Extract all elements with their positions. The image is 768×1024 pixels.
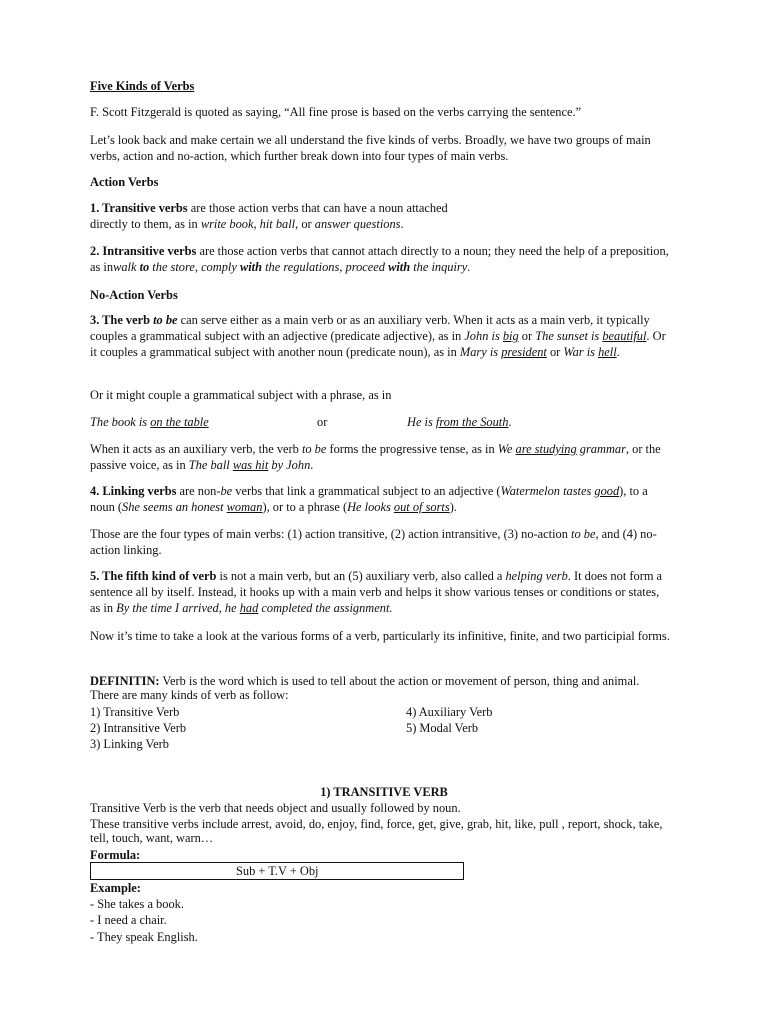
example-underlined: from the South — [435, 415, 509, 429]
example-underlined: big — [502, 329, 519, 343]
example: hit ball — [259, 217, 296, 231]
text: . — [616, 345, 620, 359]
transitive-paragraph — [90, 200, 670, 232]
text: . — [467, 260, 471, 274]
transitive-definition: Transitive Verb is the verb that needs object and usually followed by noun. — [90, 801, 461, 815]
to-be-label: 3. The verb — [90, 313, 154, 327]
fitzgerald-quote: F. Scott Fitzgerald is quoted as saying, “All fine prose is based on the verbs carrying the sentence.” — [90, 105, 582, 119]
definition-paragraph — [90, 674, 670, 702]
example-underlined: woman — [226, 500, 263, 514]
text: ), to a noun ( — [90, 484, 648, 514]
example: comply — [201, 260, 240, 274]
text: are those action verbs that cannot attach directly to a noun; they need the help of a preposition, as in — [90, 244, 669, 274]
formula-text: Sub + T.V + Obj — [236, 864, 319, 878]
text: is not a main verb, but an (5) auxiliary verb, also called a — [216, 569, 506, 583]
example-underlined: on the table — [150, 415, 209, 429]
example: by John — [268, 458, 311, 472]
transitive-verb-list: These transitive verbs include arrest, avoid, do, enjoy, find, force, get, give, grab, hit, like, pull , report, shock, take, tell, touch, want, warn… — [90, 817, 663, 845]
document-title: Five Kinds of Verbs — [90, 79, 195, 93]
example-1: - She takes a book. — [90, 897, 184, 911]
text: , or the passive voice, as in — [90, 442, 661, 472]
text: or — [518, 329, 536, 343]
example-underlined: out of sorts — [393, 500, 450, 514]
kinds-item-5: 5) Modal Verb — [406, 721, 479, 735]
text: , or — [295, 217, 315, 231]
intro-paragraph: Let’s look back and make certain we all understand the five kinds of verbs. Broadly, we have two groups of main verbs, action and no-action, which further break down into four types of main verbs. — [90, 133, 651, 163]
text: . — [508, 415, 512, 429]
text: . It does not form a sentence all by itself. Instead, it hooks up with a main verb and helps it show various tenses or conditions or states, as in — [90, 569, 663, 615]
example-underlined: are studying — [515, 442, 577, 456]
four-types-paragraph — [90, 526, 670, 558]
text: . Or it couples a grammatical subject with another noun (predicate noun), as in — [90, 329, 666, 359]
to-be-label-verb: to be — [153, 313, 178, 327]
example: proceed — [345, 260, 389, 274]
example-underlined: had — [239, 601, 259, 615]
text: Those are the four types of main verbs: (1) action transitive, (2) action intransitive, (3) no-action — [90, 527, 572, 541]
text: are those action verbs that can have a noun attached — [187, 201, 448, 215]
example: the store — [149, 260, 195, 274]
example-underlined: was hit — [232, 458, 269, 472]
example: He is — [407, 415, 436, 429]
example: completed the assignment. — [258, 601, 393, 615]
text: . — [310, 458, 314, 472]
fifth-kind-label: 5. The fifth kind of verb — [90, 569, 217, 583]
phrase-example-2 — [407, 414, 512, 430]
text: When it acts as an auxiliary verb, the verb — [90, 442, 302, 456]
example: Watermelon tastes — [500, 484, 595, 498]
text: can serve either as a main verb or as an auxiliary verb. When it acts as a main verb, it typically couples a grammatical subject with an adjective (predicate adjective), as in — [90, 313, 650, 343]
no-action-verbs-heading: No-Action Verbs — [90, 288, 178, 302]
example-underlined: president — [501, 345, 547, 359]
example: War is — [563, 345, 599, 359]
text: , and (4) no-action linking. — [90, 527, 657, 557]
example-preposition: to — [139, 260, 150, 274]
text: ). — [449, 500, 457, 514]
example-preposition: with — [388, 260, 411, 274]
example-underlined: beautiful — [602, 329, 647, 343]
example-2: - I need a chair. — [90, 913, 167, 927]
text: , — [253, 217, 260, 231]
phrase-example-1 — [90, 414, 209, 430]
example: The sunset is — [535, 329, 603, 343]
text: , — [339, 260, 346, 274]
example: answer questions — [314, 217, 401, 231]
example: to be — [571, 527, 596, 541]
text: , — [194, 260, 202, 274]
example: the inquiry — [410, 260, 468, 274]
example: We — [497, 442, 516, 456]
fifth-kind-paragraph — [90, 568, 670, 616]
example: By the time I arrived, he — [116, 601, 240, 615]
example: walk — [113, 260, 140, 274]
to-be-paragraph — [90, 312, 670, 360]
phrase-or: or — [317, 415, 328, 429]
definition-label: DEFINITIN: — [90, 674, 160, 688]
example: He looks — [347, 500, 394, 514]
example-underlined: hell — [598, 345, 617, 359]
text: are non- — [176, 484, 221, 498]
text: Verb is the word which is used to tell about the action or movement of person, thing and animal. There are many kinds of verb as follow: — [90, 674, 640, 702]
text: ), or to a phrase ( — [262, 500, 348, 514]
text: directly to them, as in — [90, 217, 201, 231]
linking-label: 4. Linking verbs — [90, 484, 177, 498]
example-label: Example: — [90, 881, 141, 895]
intransitive-paragraph — [90, 243, 670, 275]
transitive-label: 1. Transitive verbs — [90, 201, 188, 215]
verb-forms-paragraph: Now it’s time to take a look at the various forms of a verb, particularly its infinitive, finite, and two participial forms. — [90, 629, 670, 643]
example-3: - They speak English. — [90, 930, 198, 944]
text: or — [546, 345, 564, 359]
example: grammar — [576, 442, 626, 456]
phrase-intro: Or it might couple a grammatical subject with a phrase, as in — [90, 388, 392, 402]
example: helping verb — [505, 569, 568, 583]
example: write book — [200, 217, 254, 231]
text: forms the progressive tense, as in — [326, 442, 498, 456]
kinds-item-2: 2) Intransitive Verb — [90, 721, 187, 735]
kinds-item-3: 3) Linking Verb — [90, 737, 169, 751]
example: The ball — [188, 458, 233, 472]
section-heading-transitive: 1) TRANSITIVE VERB — [320, 785, 448, 799]
intransitive-label: 2. Intransitive verbs — [90, 244, 197, 258]
example: to be — [301, 442, 327, 456]
example: The book is — [90, 415, 151, 429]
kinds-item-1: 1) Transitive Verb — [90, 705, 180, 719]
example-preposition: with — [239, 260, 262, 274]
kinds-item-4: 4) Auxiliary Verb — [406, 705, 493, 719]
linking-paragraph — [90, 483, 670, 515]
example: be — [220, 484, 233, 498]
example: She seems an honest — [122, 500, 227, 514]
auxiliary-to-be-paragraph — [90, 441, 670, 473]
example: Mary is — [459, 345, 502, 359]
example: the regulations — [262, 260, 340, 274]
example: John is — [464, 329, 503, 343]
formula-label: Formula: — [90, 848, 141, 862]
text: . — [400, 217, 404, 231]
text: verbs that link a grammatical subject to an adjective ( — [232, 484, 501, 498]
action-verbs-heading: Action Verbs — [90, 175, 159, 189]
example-underlined: good — [594, 484, 620, 498]
